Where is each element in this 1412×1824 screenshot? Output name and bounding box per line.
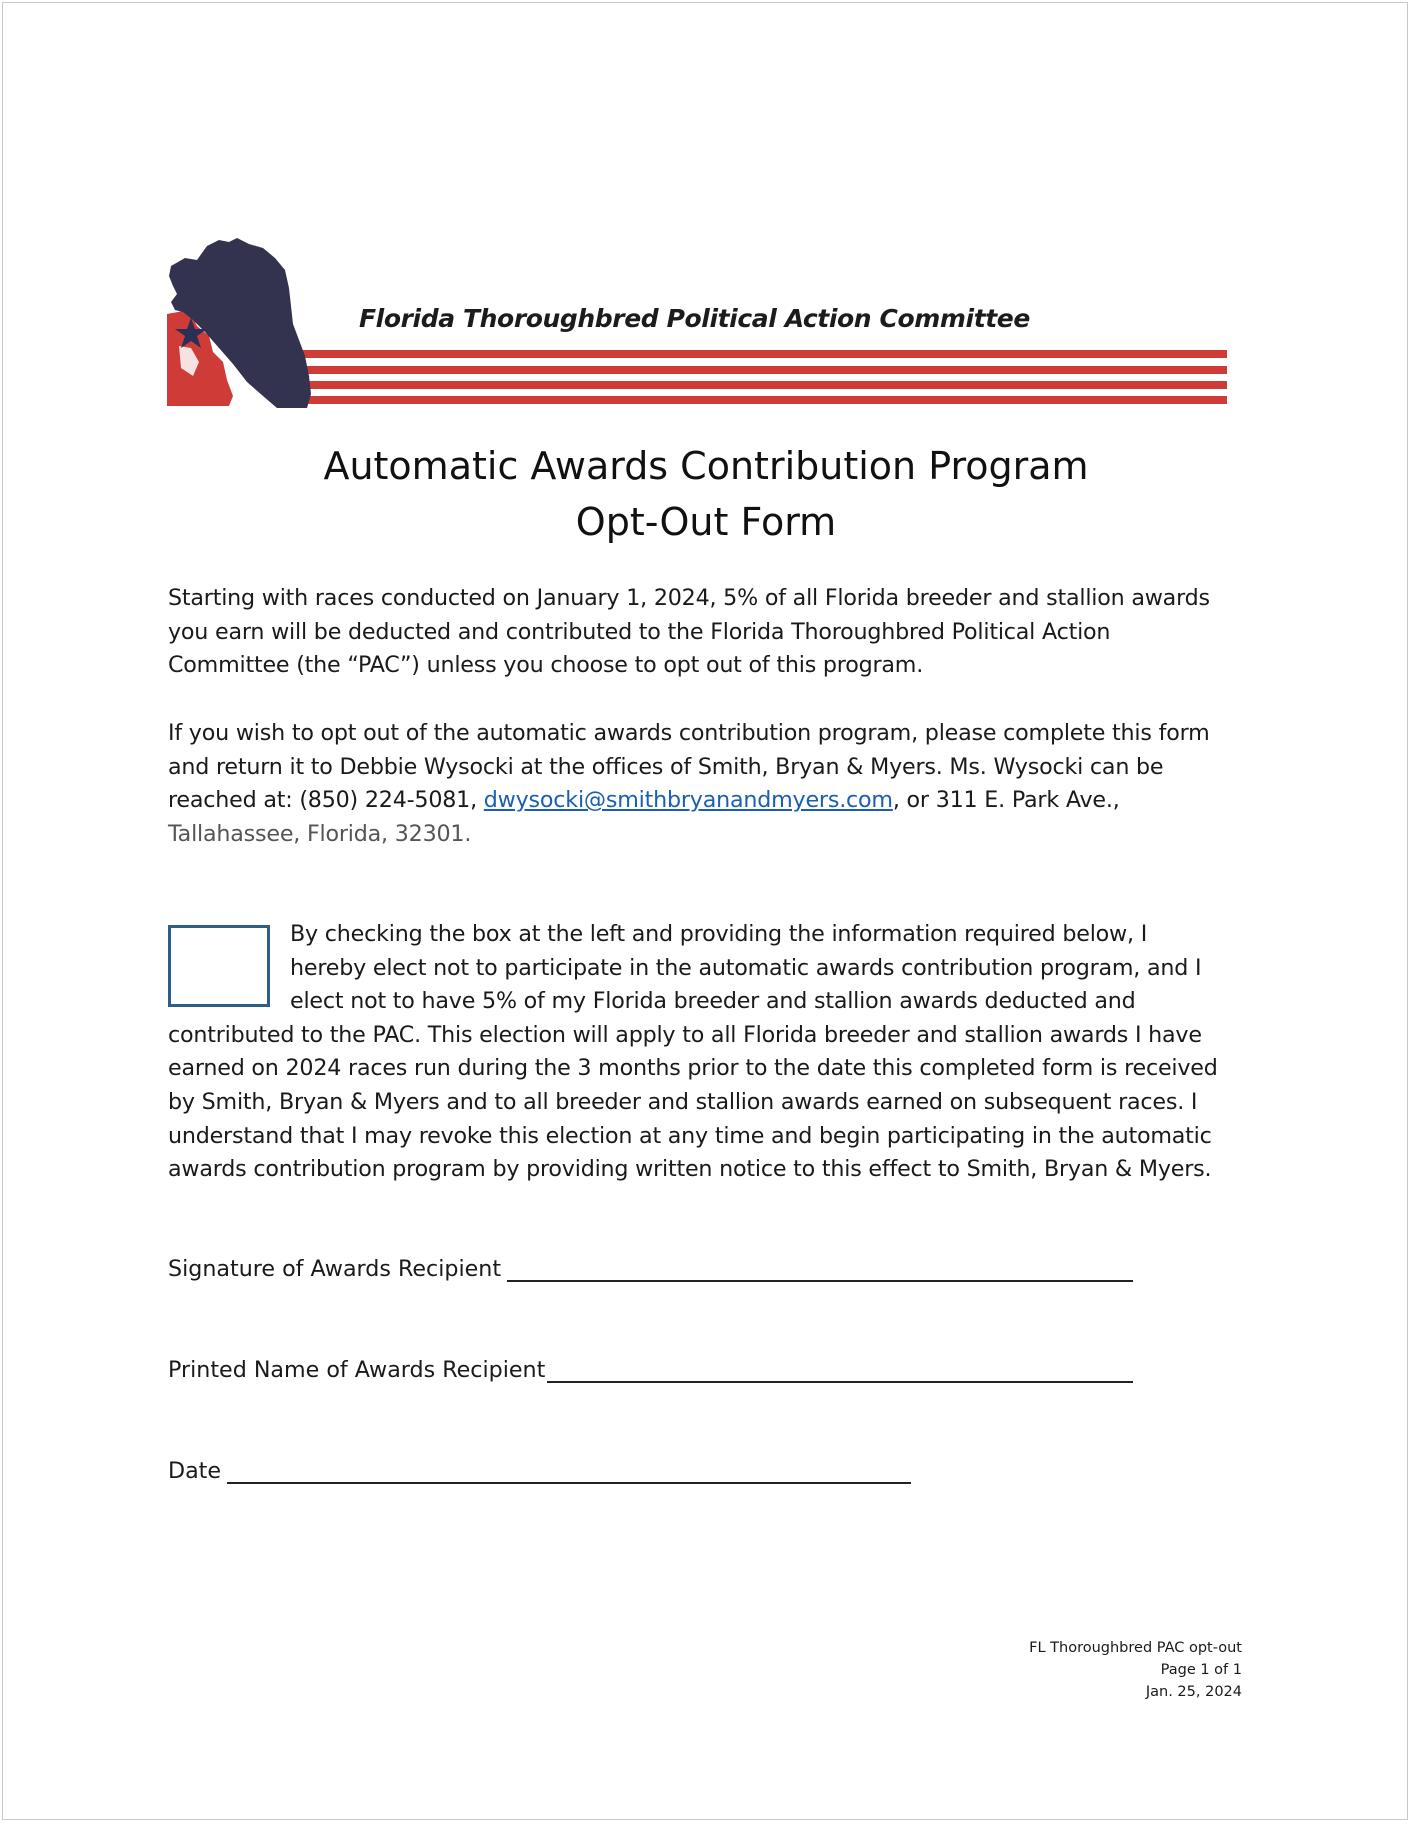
page-subtitle: Opt-Out Form (575, 500, 837, 544)
signature-line[interactable] (507, 1260, 1133, 1282)
election-line: awards contribution program by providing written notice to this effect to Smith, Bryan & Myers. (168, 1156, 1212, 1183)
date-field (168, 1458, 911, 1484)
election-paragraph (168, 918, 1248, 1187)
election-line: earned on 2024 races run during the 3 months prior to the date this completed form is received (168, 1055, 1218, 1082)
intro-line: you earn will be deducted and contributed to the Florida Thoroughbred Political Action (168, 618, 1111, 645)
org-name: Florida Thoroughbred Political Action Committee (359, 304, 1030, 333)
election-line: contributed to the PAC. This election will apply to all Florida breeder and stallion awards I have (168, 1021, 1202, 1048)
election-line: understand that I may revoke this election at any time and begin participating in the automatic (168, 1122, 1212, 1149)
date-line[interactable] (227, 1462, 911, 1484)
footer-date: Jan. 25, 2024 (1145, 1684, 1242, 1700)
printed-name-line[interactable] (547, 1361, 1133, 1383)
intro-line: Committee (the “PAC”) unless you choose to opt out of this program. (168, 652, 924, 679)
signature-field (168, 1256, 1133, 1282)
election-line: By checking the box at the left and providing the information required below, I (290, 921, 1148, 947)
page-footer (1029, 1637, 1242, 1703)
election-line: elect not to have 5% of my Florida breeder and stallion awards deducted and (290, 988, 1136, 1015)
printed-name-label: Printed Name of Awards Recipient (168, 1357, 546, 1383)
signature-label: Signature of Awards Recipient (168, 1256, 502, 1282)
contact-line: and return it to Debbie Wysocki at the offices of Smith, Bryan & Myers. Ms. Wysocki can be (168, 753, 1164, 780)
printed-name-field (168, 1357, 1133, 1383)
contact-line: If you wish to opt out of the automatic awards contribution program, please complete this form (168, 720, 1210, 746)
election-line: by Smith, Bryan & Myers and to all breeder and stallion awards earned on subsequent races. I (168, 1088, 1198, 1115)
contact-city-line: Tallahassee, Florida, 32301. (168, 820, 472, 847)
footer-page-number: Page 1 of 1 (1160, 1662, 1242, 1678)
election-line: hereby elect not to participate in the automatic awards contribution program, and I (290, 954, 1202, 981)
intro-line: Starting with races conducted on January 1, 2024, 5% of all Florida breeder and stallion awards (168, 585, 1210, 611)
date-label: Date (168, 1458, 222, 1484)
page-title: Automatic Awards Contribution Program (323, 444, 1089, 488)
pac-logo (167, 236, 1227, 410)
contact-paragraph (168, 717, 1248, 851)
footer-doc-name: FL Thoroughbred PAC opt-out (1029, 1640, 1242, 1656)
intro-paragraph (168, 582, 1248, 683)
email-link[interactable]: dwysocki@smithbryanandmyers.com (483, 787, 893, 814)
contact-line (168, 784, 1248, 818)
contact-address-text: , or 311 E. Park Ave., (892, 787, 1120, 814)
contact-phone-text: reached at: (850) 224-5081, (168, 787, 484, 814)
